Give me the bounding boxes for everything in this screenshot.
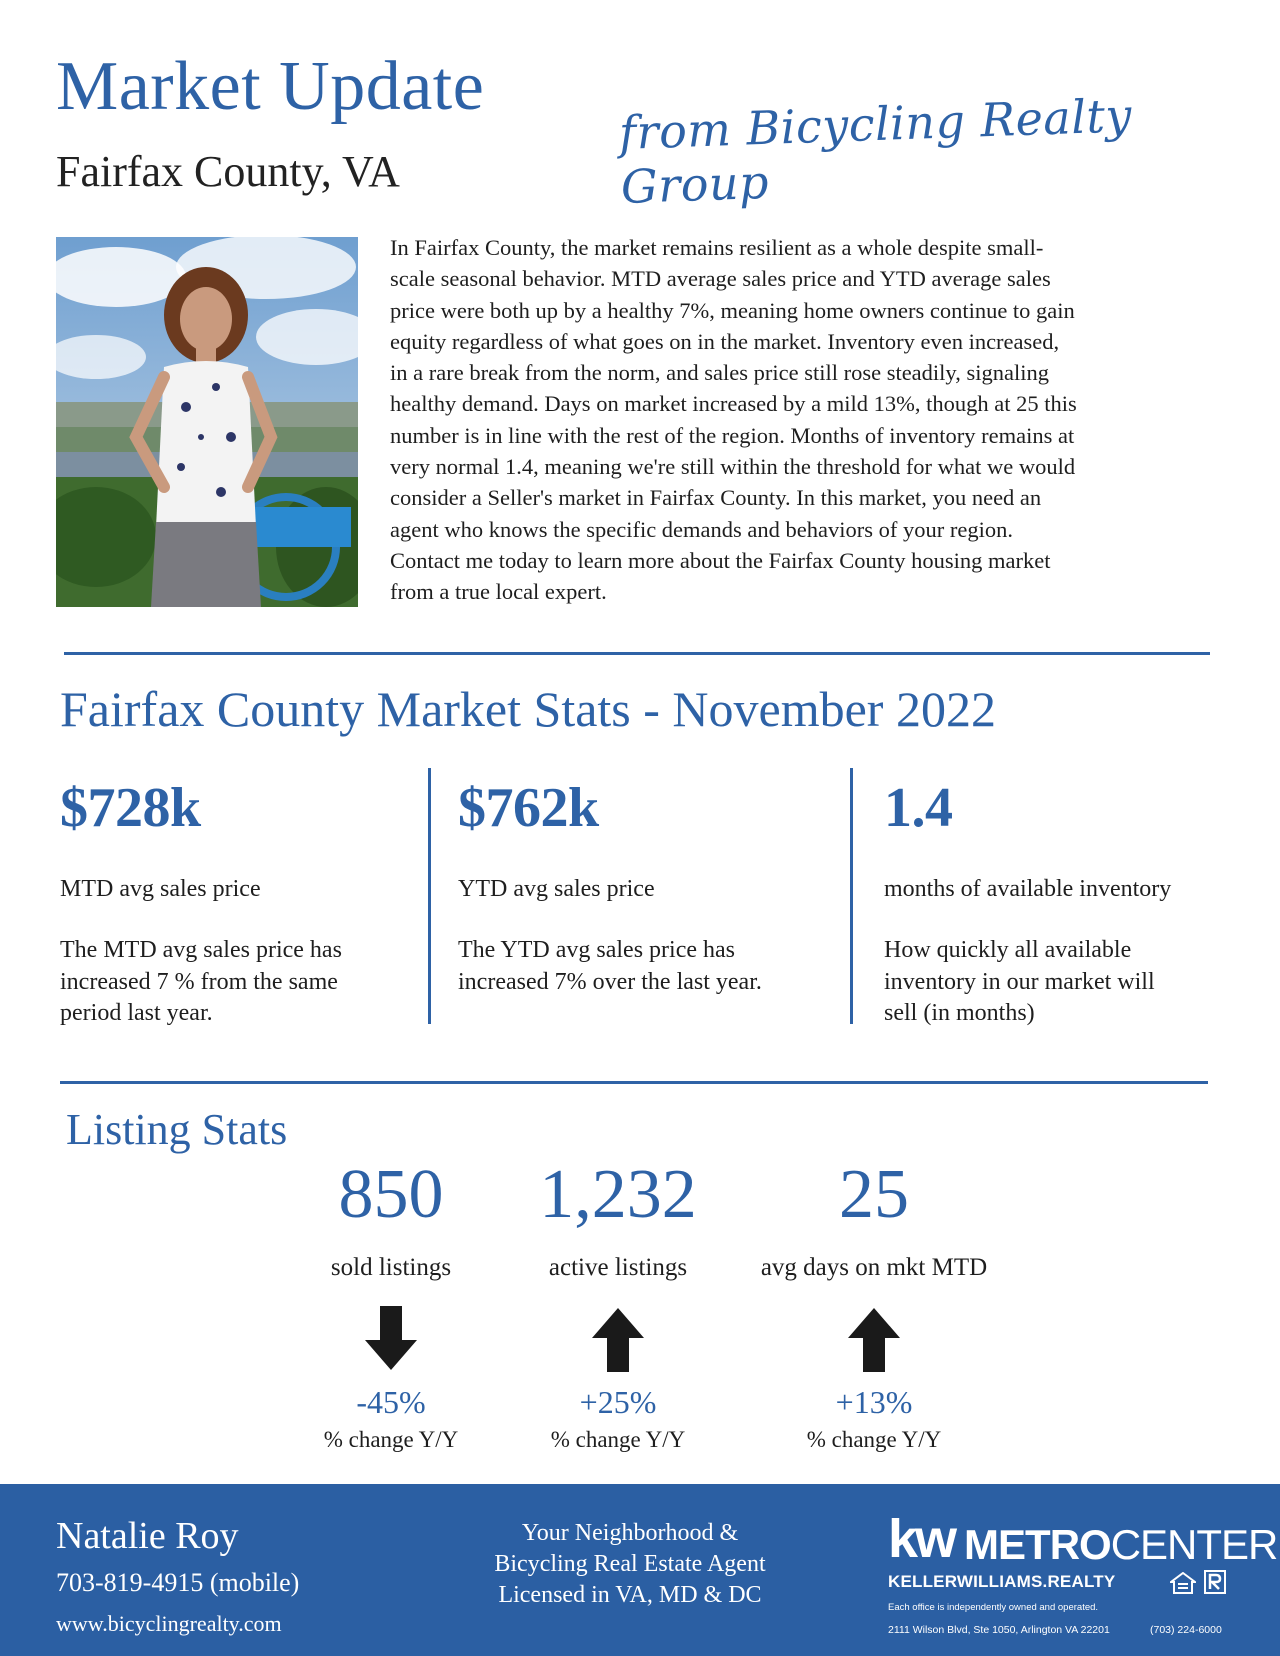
intro-line: consider a Seller's market in Fairfax County. In this market, you need an <box>390 485 1042 511</box>
section-divider <box>60 1081 1208 1084</box>
listing-value: 25 <box>839 1156 909 1233</box>
stat-column-inventory <box>884 777 1244 1030</box>
agent-photo <box>56 237 358 607</box>
column-divider <box>850 768 853 1024</box>
stat-desc-line: sell (in months) <box>884 1000 1035 1026</box>
intro-line: scale seasonal behavior. MTD average sales price and YTD average sales <box>390 266 1051 292</box>
intro-line: equity regardless of what goes on in the market. Inventory even increased, <box>390 328 1060 354</box>
stat-desc-line: The MTD avg sales price has <box>60 937 342 963</box>
listing-stat-active <box>468 1156 768 1453</box>
stat-label: MTD avg sales price <box>60 876 261 902</box>
stat-value: $762k <box>458 777 599 839</box>
listing-change: +25% <box>579 1384 657 1420</box>
tagline-line: Licensed in VA, MD & DC <box>498 1582 762 1608</box>
arrow-up-icon <box>588 1306 648 1372</box>
intro-line: number is in line with the rest of the region. Months of inventory remains at <box>390 422 1075 448</box>
brokerage-phone: (703) 224-6000 <box>1150 1624 1222 1636</box>
stat-description <box>884 935 1244 1030</box>
kw-logo-metro: METRO <box>964 1521 1111 1568</box>
stat-column-ytd <box>458 777 818 998</box>
listing-change-label: % change Y/Y <box>550 1427 686 1452</box>
column-divider <box>428 768 431 1024</box>
brokerage-address: 2111 Wilson Blvd, Ste 1050, Arlington VA 22201 <box>888 1624 1110 1636</box>
intro-line: from a true local expert. <box>390 579 607 605</box>
agent-phone[interactable]: 703-819-4915 (mobile) <box>56 1568 300 1597</box>
arrow-up-icon <box>844 1306 904 1372</box>
intro-line: healthy demand. Days on market increased by a mild 13%, though at 25 this <box>390 391 1077 417</box>
brokerage-disclaimer: Each office is independently owned and operated. <box>888 1602 1099 1613</box>
market-stats-heading: Fairfax County Market Stats - November 2022 <box>60 681 996 737</box>
brand-script-line: from Bicycling Realty Group <box>618 88 1133 214</box>
brokerage-logo <box>888 1509 1278 1569</box>
footer-bar <box>0 1484 1280 1656</box>
listing-label: avg days on mkt MTD <box>760 1254 988 1281</box>
stat-desc-line: inventory in our market will <box>884 968 1155 995</box>
listing-change-label: % change Y/Y <box>806 1427 942 1452</box>
listing-stats-heading: Listing Stats <box>66 1105 288 1154</box>
arrow-down-icon <box>361 1306 421 1372</box>
section-divider <box>64 652 1210 655</box>
realtor-icon <box>1204 1570 1226 1594</box>
listing-change-label: % change Y/Y <box>323 1427 459 1452</box>
intro-line: in a rare break from the norm, and sales price still rose steadily, signaling <box>390 360 1049 386</box>
intro-line: very normal 1.4, meaning we're still within the threshold for what we would <box>390 454 1076 480</box>
tagline-line: Your Neighborhood & <box>521 1520 739 1546</box>
stat-desc-line: period last year. <box>60 1000 213 1026</box>
stat-label: YTD avg sales price <box>458 876 655 902</box>
stat-value: 1.4 <box>884 777 953 839</box>
stat-label: months of available inventory <box>884 876 1172 902</box>
page-subtitle: Fairfax County, VA <box>56 147 400 196</box>
intro-line: In Fairfax County, the market remains resilient as a whole despite small- <box>390 235 1044 260</box>
intro-paragraph <box>390 232 1230 608</box>
page-title: Market Update <box>56 48 485 125</box>
stat-description <box>60 935 420 1030</box>
listing-change: -45% <box>356 1384 426 1420</box>
agent-name: Natalie Roy <box>56 1515 239 1557</box>
stat-desc-line: How quickly all available <box>884 937 1132 963</box>
agent-tagline <box>440 1518 820 1611</box>
stat-description <box>458 935 818 998</box>
tagline-line: Bicycling Real Estate Agent <box>494 1551 766 1577</box>
intro-line: agent who knows the specific demands and behaviors of your region. <box>390 516 1013 542</box>
intro-line: price were both up by a healthy 7%, meaning home owners continue to gain <box>390 297 1075 323</box>
listing-label: sold listings <box>330 1254 452 1281</box>
listing-stat-days-on-market <box>724 1156 1024 1453</box>
stat-desc-line: increased 7% over the last year. <box>458 968 762 995</box>
stat-desc-line: The YTD avg sales price has <box>458 937 736 963</box>
agent-website-link[interactable]: www.bicyclingrealty.com <box>56 1611 282 1636</box>
kw-logo-center: CENTER <box>1110 1521 1278 1568</box>
stat-value: $728k <box>60 777 201 839</box>
listing-label: active listings <box>548 1254 688 1281</box>
equal-housing-icon <box>1170 1572 1196 1594</box>
listing-change: +13% <box>835 1384 913 1420</box>
kw-logo-mark: kw <box>888 1509 955 1569</box>
listing-value: 850 <box>338 1156 444 1233</box>
stat-column-mtd <box>60 777 420 1030</box>
brokerage-name: KELLERWILLIAMS.REALTY <box>888 1572 1116 1591</box>
intro-line: Contact me today to learn more about the Fairfax County housing market <box>390 547 1051 573</box>
stat-desc-line: increased 7 % from the same <box>60 968 338 995</box>
listing-value: 1,232 <box>539 1156 697 1233</box>
